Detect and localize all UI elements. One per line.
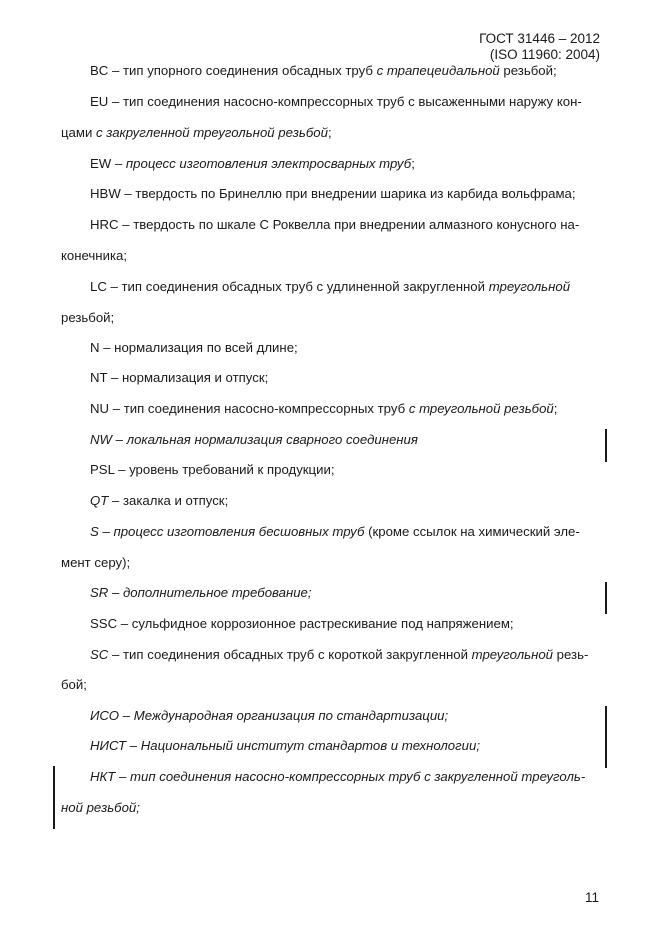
entry-text: LC – тип соединения обсадных труб с удлиненной закругленной (90, 279, 489, 294)
entry-text-italic: треугольной (488, 279, 571, 294)
entry-hrc-cont (61, 248, 127, 264)
entry-text-italic: треугольной (471, 647, 553, 662)
change-bar (605, 429, 607, 462)
entry-text-italic: NW – локальная нормализация сварного соединения (90, 432, 418, 447)
entry-text: SSC – сульфидное коррозионное растрескивание под напряжением; (90, 616, 514, 631)
entry-text: EW – (90, 156, 126, 171)
entry-text-italic: SR – дополнительное требование; (90, 585, 312, 600)
change-bar (53, 766, 55, 829)
entry-text: цами (61, 125, 96, 140)
change-bar (605, 706, 607, 768)
entry-text: резьбой; (499, 63, 557, 78)
entry-ssc (90, 616, 514, 632)
entry-nist (90, 738, 480, 754)
entry-hbw (90, 186, 576, 202)
entry-text: резь- (553, 647, 589, 662)
entry-eu (90, 94, 582, 110)
entry-sc (90, 647, 588, 663)
change-bar (605, 582, 607, 614)
entry-n (90, 340, 298, 356)
entry-text: NT – нормализация и отпуск; (90, 370, 269, 385)
entry-text: ; (553, 401, 558, 416)
entry-s-cont (61, 555, 130, 571)
entry-text: мент серу); (61, 555, 131, 570)
entry-psl (90, 462, 335, 478)
entry-text-italic: SC (90, 647, 109, 662)
entry-ew (90, 156, 415, 172)
entry-text: BC – тип упорного соединения обсадных труб (90, 63, 377, 78)
entry-text-italic: НИСТ – Национальный институт стандартов и технологии; (90, 738, 480, 753)
entry-text: PSL – уровень требований к продукции; (90, 462, 335, 477)
entry-text-italic: процесс изготовления электросварных труб (125, 156, 412, 171)
entry-s (90, 524, 580, 540)
entry-text-italic: с трапецеидальной (376, 63, 500, 78)
page-number: 11 (584, 890, 599, 905)
entry-lc (90, 279, 570, 295)
entry-text: бой; (61, 677, 87, 692)
entry-text: резьбой; (61, 310, 115, 325)
entry-text: ; (327, 125, 332, 140)
entry-text: EU – тип соединения насосно-компрессорных труб с высаженными наружу кон- (90, 94, 582, 109)
entry-nkt-cont (61, 800, 140, 816)
entry-text-italic: QT (90, 493, 109, 508)
entry-bc (90, 63, 557, 79)
entry-text-italic: ной резьбой; (61, 800, 140, 815)
entry-text: ; (411, 156, 415, 171)
entry-text-italic: с закругленной треугольной резьбой (95, 125, 328, 140)
entry-text: HRC – твердость по шкале C Роквелла при внедрении алмазного конусного на- (90, 217, 580, 232)
entry-text: N – нормализация по всей длине; (90, 340, 298, 355)
document-header (479, 31, 600, 63)
entry-sc-cont (61, 677, 87, 693)
entry-lc-cont (61, 310, 114, 326)
entry-text: HBW – твердость по Бринеллю при внедрении шарика из карбида вольфрама; (90, 186, 576, 201)
entry-text-italic: S – процесс изготовления бесшовных труб (90, 524, 365, 539)
entry-text: (кроме ссылок на химический эле- (364, 524, 580, 539)
entry-nkt (90, 769, 585, 785)
entry-text-italic: с треугольной резьбой (408, 401, 554, 416)
entry-text: NU – тип соединения насосно-компрессорных труб (90, 401, 409, 416)
entry-eu-cont (61, 125, 332, 141)
entry-nu (90, 401, 557, 417)
entry-text-italic: ИСО – Международная организация по стандартизации; (90, 708, 449, 723)
entry-qt (90, 493, 228, 509)
entry-nt (90, 370, 268, 386)
entry-text: – тип соединения обсадных труб с короткой закругленной (108, 647, 472, 662)
standard-designation: ГОСТ 31446 – 2012 (479, 31, 600, 46)
entry-text: – закалка и отпуск; (108, 493, 229, 508)
entry-text: конечника; (61, 248, 128, 263)
entry-text-italic: НКТ – тип соединения насосно-компрессорных труб с закругленной треуголь- (90, 769, 586, 784)
entry-iso (90, 708, 448, 724)
entry-hrc (90, 217, 579, 233)
entry-sr (90, 585, 312, 601)
iso-reference: (ISO 11960: 2004) (489, 47, 600, 62)
entry-nw (90, 432, 418, 448)
